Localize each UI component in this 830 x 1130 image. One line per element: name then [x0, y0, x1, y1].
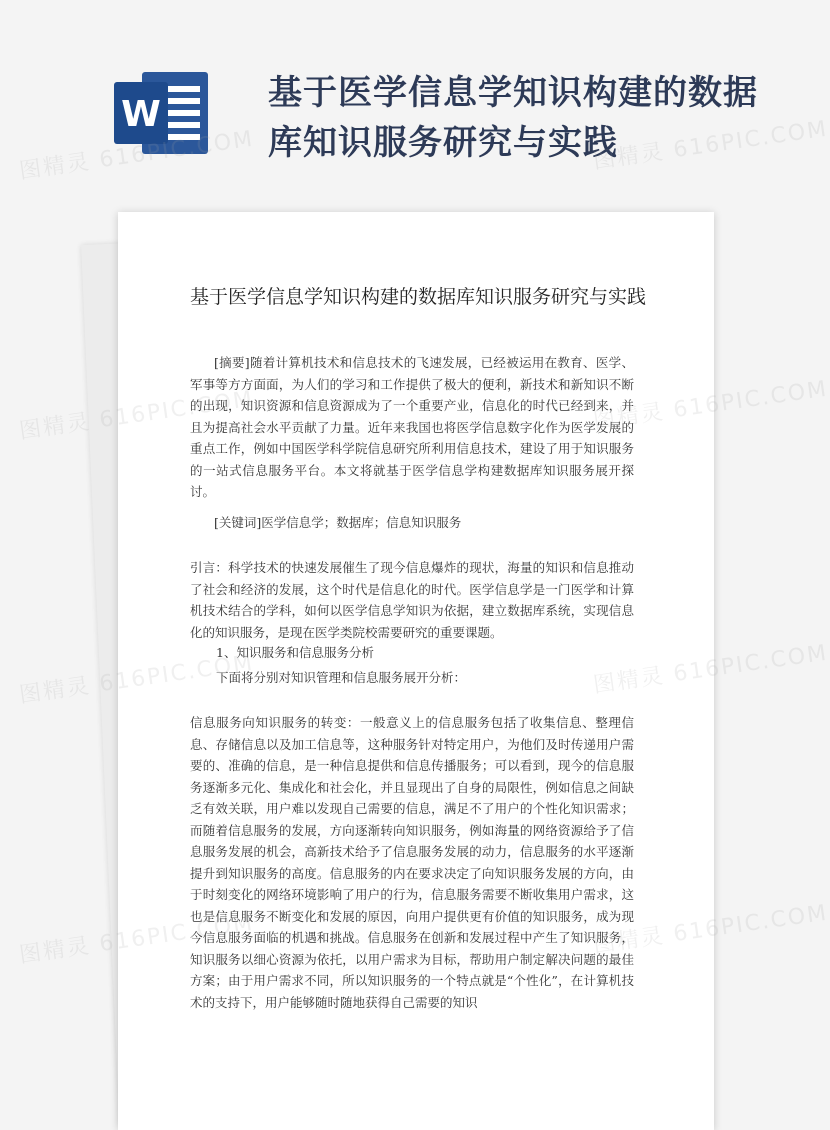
document-page: [118, 212, 714, 1130]
watermark-text: 图精灵 616PIC.COM: [17, 126, 256, 185]
watermark-text: 616PIC.COM: [671, 640, 830, 688]
watermark-text: 图精灵: [17, 933, 93, 969]
abstract-paragraph: [190, 352, 634, 503]
watermark-text: 图精灵 616PIC.COM: [591, 116, 830, 175]
watermark-text: 图精灵: [17, 673, 93, 709]
abstract-label: [摘要]: [214, 355, 250, 370]
document-title: 基于医学信息学知识构建的数据库知识服务研究与实践: [190, 286, 647, 308]
header-title: 基于医学信息学知识构建的数据库知识服务研究与实践: [268, 73, 758, 163]
preview-header: [0, 0, 800, 205]
keywords-paragraph: [190, 512, 634, 534]
section-heading: 1、知识服务和信息服务分析: [216, 645, 374, 660]
svg-text:W: W: [121, 94, 161, 135]
word-document-icon: [112, 62, 212, 162]
watermark-text: 616PIC.COM: [671, 900, 830, 948]
intro-paragraph: 引言：科学技术的快速发展催生了现今信息爆炸的现状，海量的知识和信息推动了社会和经济的发展，这个时代是信息化的时代。医学信息学是一门医学和计算机技术结合的学科，如何以医学信息学知识为依据，建立数据库系统，实现信息化的知识服务，是现在医学类院校需要研究的重要课题。: [190, 560, 634, 640]
watermark-text: 616PIC.COM: [671, 376, 830, 424]
section-lead: 下面将分别对知识管理和信息服务展开分析：: [216, 670, 467, 685]
keywords-label: [关键词]: [214, 515, 262, 530]
abstract-text: 随着计算机技术和信息技术的飞速发展，已经被运用在教育、医学、军事等方方面面，为人们的学习和工作提供了极大的便利，新技术和新知识不断的出现，知识资源和信息资源成为了一个重要产业，信息化的时代已经到来，并且为提高社会水平贡献了力量。近年来我国也将医学信息数字化作为医学发展的重点工作，例如中国医学科学院信息研究所利用信息技术，建设了用于知识服务的一站式信息服务平台。本文将就基于医学信息学构建数据库知识服务展开探讨。: [190, 355, 634, 499]
body-paragraph: 信息服务向知识服务的转变：一般意义上的信息服务包括了收集信息、整理信息、存储信息以及加工信息等，这种服务针对特定用户，为他们及时传递用户需要的、准确的信息，是一种信息提供和信息传播服务；可以看到，现今的信息服务逐渐多元化、集成化和社会化，并且显现出了自身的局限性，例如信息之间缺乏有效关联，用户难以发现自己需要的信息，满足不了用户的个性化知识需求；而随着信息服务的发展，方向逐渐转向知识服务，例如海量的网络资源给予了信息服务发展的机会，高新技术给予了信息服务发展的动力，信息服务的水平逐渐提升到知识服务的高度。信息服务的内在要求决定了向知识服务发展的方向，由于时刻变化的网络环境影响了用户的行为，信息服务需要不断收集用户需求，这也是信息服务不断变化和发展的原因，向用户提供更有价值的知识服务，成为现今信息服务面临的机遇和挑战。信息服务在创新和发展过程中产生了知识服务，知识服务以细心资源为依托，以用户需求为目标，帮助用户制定解决问题的最佳方案；由于用户需求不同，所以知识服务的一个特点就是“个性化”，在计算机技术的支持下，用户能够随时随地获得自己需要的知识: [190, 715, 634, 1010]
watermark-text: 图精灵: [17, 409, 93, 445]
keywords-text: 医学信息学；数据库；信息知识服务: [261, 515, 462, 530]
